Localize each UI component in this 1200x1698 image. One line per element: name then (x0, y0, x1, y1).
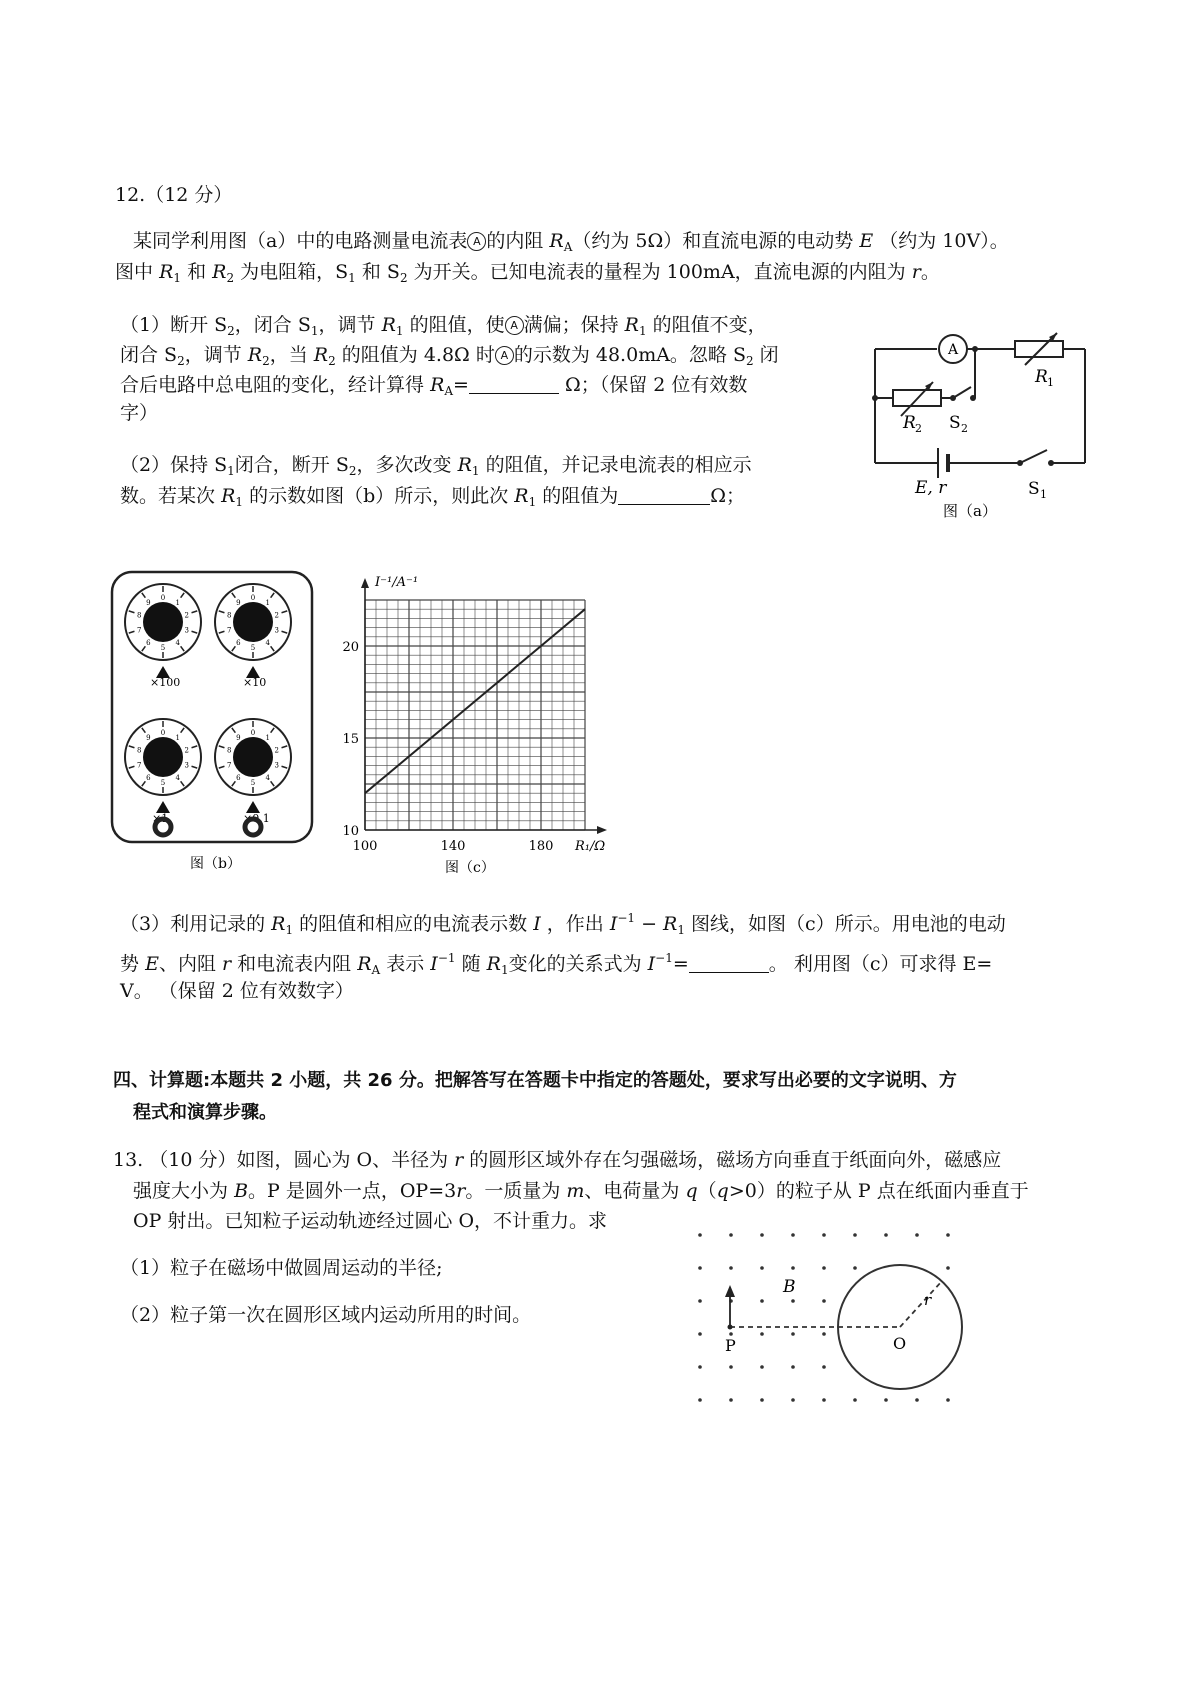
dial-digit: 1 (265, 733, 270, 742)
fig-c-caption: 图（c） (445, 860, 495, 876)
dial-digit: 8 (136, 746, 142, 755)
dial-digit: 6 (146, 639, 151, 648)
ammeter-symbol: A (467, 232, 486, 251)
dial-digit: 8 (136, 611, 142, 620)
field-dot (822, 1365, 826, 1369)
field-dot (760, 1266, 764, 1270)
field-dot (853, 1266, 857, 1270)
q12-intro-line1: 某同学利用图（a）中的电路测量电流表 A 的内阻 $R_A$（约为 5Ω）和直流电源的电动势 E （约为 10V）。 (133, 230, 1009, 254)
field-dot (791, 1398, 795, 1402)
svg-text:1: 1 (1047, 376, 1054, 389)
q13-line1: 13. （10 分）如图，圆心为 O、半径为 r 的圆形区域外存在匀强磁场，磁场方向垂直于纸面向外，磁感应 (113, 1149, 1002, 1171)
dial-digit: 2 (274, 611, 280, 620)
dial-digit: 3 (274, 761, 280, 770)
dial-digit: 7 (136, 761, 142, 770)
q12-part2-line1: （2）保持 $S_1$闭合，断开 $S_2$，多次改变 $R_1$ 的阻值，并记录电流表的相应示 (120, 454, 752, 478)
field-dot (791, 1365, 795, 1369)
figure-b-resistance-box (110, 570, 330, 890)
dial-digit: 2 (184, 611, 190, 620)
figure-a-circuit (865, 338, 1095, 518)
svg-text:2: 2 (961, 422, 968, 435)
dial-digit: 1 (175, 598, 180, 607)
fig-a-caption: 图（a） (943, 502, 997, 520)
field-dot (791, 1299, 795, 1303)
y-axis-arrow (361, 578, 369, 588)
field-dot (822, 1266, 826, 1270)
fig-a-ammeter: A (947, 342, 959, 358)
figure-c-chart (335, 570, 615, 880)
x-axis-arrow (597, 826, 607, 834)
field-dot (760, 1332, 764, 1336)
y-tick-label: 20 (342, 640, 359, 655)
section4-heading-line1: 四、计算题:本题共 2 小题，共 26 分。把解答写在答题卡中指定的答题处，要求写出必要的文字说明、方 (113, 1070, 957, 1091)
svg-text:1: 1 (1040, 488, 1047, 501)
q12-header: 12.（12 分） (115, 184, 233, 206)
field-dot (791, 1266, 795, 1270)
q12-part1-line2: 闭合 $S_2$，调节 $R_2$，当 $R_2$ 的阻值为 4.8Ω 时 A 的示数为 48.0mA。忽略 $S_2$ 闭 (120, 344, 779, 368)
dial-knob (233, 602, 273, 642)
fig-a-r1: R (1035, 367, 1048, 387)
field-dot (760, 1233, 764, 1237)
dial-digit: 6 (236, 774, 241, 783)
field-dot (760, 1398, 764, 1402)
q12-part3-line1: （3）利用记录的 $R_1$ 的阻值和相应的电流表示数 I ，作出 $I^{-1} - R_1$ 图线，如图（c）所示。用电池的电动 (120, 911, 1006, 937)
y-tick-label: 10 (342, 824, 359, 839)
dial-label: ×100 (150, 676, 181, 689)
q12-part1-line4: 字） (120, 402, 159, 424)
dial-digit: 2 (184, 746, 190, 755)
dial-digit: 0 (160, 729, 166, 737)
q13-line2: 强度大小为 B。P 是圆外一点，OP=3r。一质量为 m、电荷量为 q（q>0）的粒子从 P 点在纸面内垂直于 (133, 1180, 1029, 1202)
center-O-label: O (893, 1334, 907, 1353)
field-dot (698, 1299, 702, 1303)
dial-label: ×1 (152, 812, 169, 825)
field-dot (698, 1332, 702, 1336)
dial-digit: 5 (160, 644, 166, 652)
dial-digit: 5 (160, 779, 166, 787)
answer-blank[interactable] (469, 373, 559, 394)
dial-label: ×10 (243, 676, 267, 689)
dial-digit: 6 (146, 774, 151, 783)
field-label-B: B (783, 1277, 796, 1297)
dial-digit: 5 (250, 779, 256, 787)
dial-digit: 8 (226, 746, 232, 755)
dial-digit: 7 (226, 761, 232, 770)
x-tick-label: 140 (440, 839, 466, 854)
svg-text:2: 2 (915, 422, 922, 435)
x-axis-label: R₁/Ω (575, 839, 606, 854)
field-dot (791, 1233, 795, 1237)
fig-a-r2: R (903, 413, 916, 433)
field-dot (729, 1398, 733, 1402)
dial-digit: 2 (274, 746, 280, 755)
section4-heading-line2: 程式和演算步骤。 (133, 1102, 277, 1123)
field-dot (915, 1233, 919, 1237)
field-dot (729, 1365, 733, 1369)
fig-a-s2: S (949, 413, 961, 433)
field-dot (884, 1398, 888, 1402)
x-tick-label: 100 (352, 839, 378, 854)
y-tick-label: 15 (342, 732, 359, 747)
dial-knob (143, 602, 183, 642)
dial-digit: 0 (250, 729, 256, 737)
dial-label: ×0.1 (243, 812, 270, 825)
q12-part2-line2: 数。若某次 $R_1$ 的示数如图（b）所示，则此次 $R_1$ 的阻值为 Ω； (120, 485, 746, 509)
dial-digit: 3 (184, 761, 190, 770)
field-dot (915, 1398, 919, 1402)
q12-part1-line1: （1）断开 $S_2$，闭合 $S_1$，调节 $R_1$ 的阻值，使 A 满偏；保持 $R_1$ 的阻值不变， (120, 314, 767, 338)
radius-label: r (924, 1291, 932, 1309)
dial-digit: 9 (146, 598, 151, 607)
ammeter-symbol: A (505, 316, 524, 335)
fig-b-caption: 图（b） (190, 856, 241, 872)
q12-intro-line2: 图中 $R_1$ 和 $R_2$ 为电阻箱，$S_1$ 和 $S_2$ 为开关。已知电流表的量程为 100mA，直流电源的内阻为 r。 (115, 261, 940, 285)
q12-part1-line3: 合后电路中总电阻的变化，经计算得 $R_A= \Omega$；（保留 2 位有效数 (120, 374, 748, 398)
dial-digit: 0 (250, 594, 256, 602)
field-dot (729, 1266, 733, 1270)
field-dot (946, 1266, 950, 1270)
q12-part3-line2: 势 E、内阻 r 和电流表内阻 $R_A$ 表示 $I^{-1}$ 随 $R_1$变化的关系式为 $I^{-1}=$ 。 利用图（c）可求得 E= (120, 951, 993, 977)
dial-digit: 1 (265, 598, 270, 607)
dial-digit: 0 (160, 594, 166, 602)
dial-knob (143, 737, 183, 777)
dial-digit: 7 (136, 626, 142, 635)
field-dot (946, 1233, 950, 1237)
point-P-label: P (725, 1336, 736, 1355)
dial-digit: 1 (175, 733, 180, 742)
field-dot (822, 1398, 826, 1402)
field-dot (698, 1398, 702, 1402)
field-dot (822, 1299, 826, 1303)
ammeter-symbol: A (495, 346, 514, 365)
dial-digit: 9 (236, 598, 241, 607)
dial-digit: 6 (236, 639, 241, 648)
answer-blank[interactable] (689, 952, 769, 973)
field-dot (822, 1332, 826, 1336)
dial-digit: 3 (274, 626, 280, 635)
q13-part2: （2）粒子第一次在圆形区域内运动所用的时间。 (120, 1304, 532, 1326)
field-dot (698, 1365, 702, 1369)
x-tick-label: 180 (528, 839, 554, 854)
dial-digit: 8 (226, 611, 232, 620)
q13-part1: （1）粒子在磁场中做圆周运动的半径; (120, 1257, 443, 1279)
field-dot (853, 1233, 857, 1237)
dial-digit: 7 (226, 626, 232, 635)
dial-digit: 9 (146, 733, 151, 742)
field-dot (760, 1299, 764, 1303)
figure-q13-magnetic-field (690, 1225, 960, 1405)
field-dot (884, 1233, 888, 1237)
answer-blank[interactable] (618, 484, 710, 505)
field-dot (760, 1365, 764, 1369)
field-dot (698, 1233, 702, 1237)
dial-knob (233, 737, 273, 777)
y-axis-label: I⁻¹/A⁻¹ (375, 575, 419, 590)
field-dot (791, 1332, 795, 1336)
dial-digit: 4 (175, 774, 180, 783)
dial-digit: 4 (175, 639, 180, 648)
field-dot (853, 1398, 857, 1402)
field-dot (698, 1266, 702, 1270)
dial-digit: 9 (236, 733, 241, 742)
q12-part3-line3: V。 （保留 2 位有效数字） (120, 980, 354, 1002)
fig-a-er: E, r (915, 478, 947, 498)
field-dot (822, 1233, 826, 1237)
field-dot (729, 1233, 733, 1237)
q13-line3: OP 射出。已知粒子运动轨迹经过圆心 O，不计重力。求 (133, 1210, 608, 1232)
dial-digit: 4 (265, 639, 270, 648)
dial-digit: 5 (250, 644, 256, 652)
dial-digit: 4 (265, 774, 270, 783)
fig-a-s1: S (1028, 479, 1040, 499)
dial-digit: 3 (184, 626, 190, 635)
field-dot (946, 1398, 950, 1402)
